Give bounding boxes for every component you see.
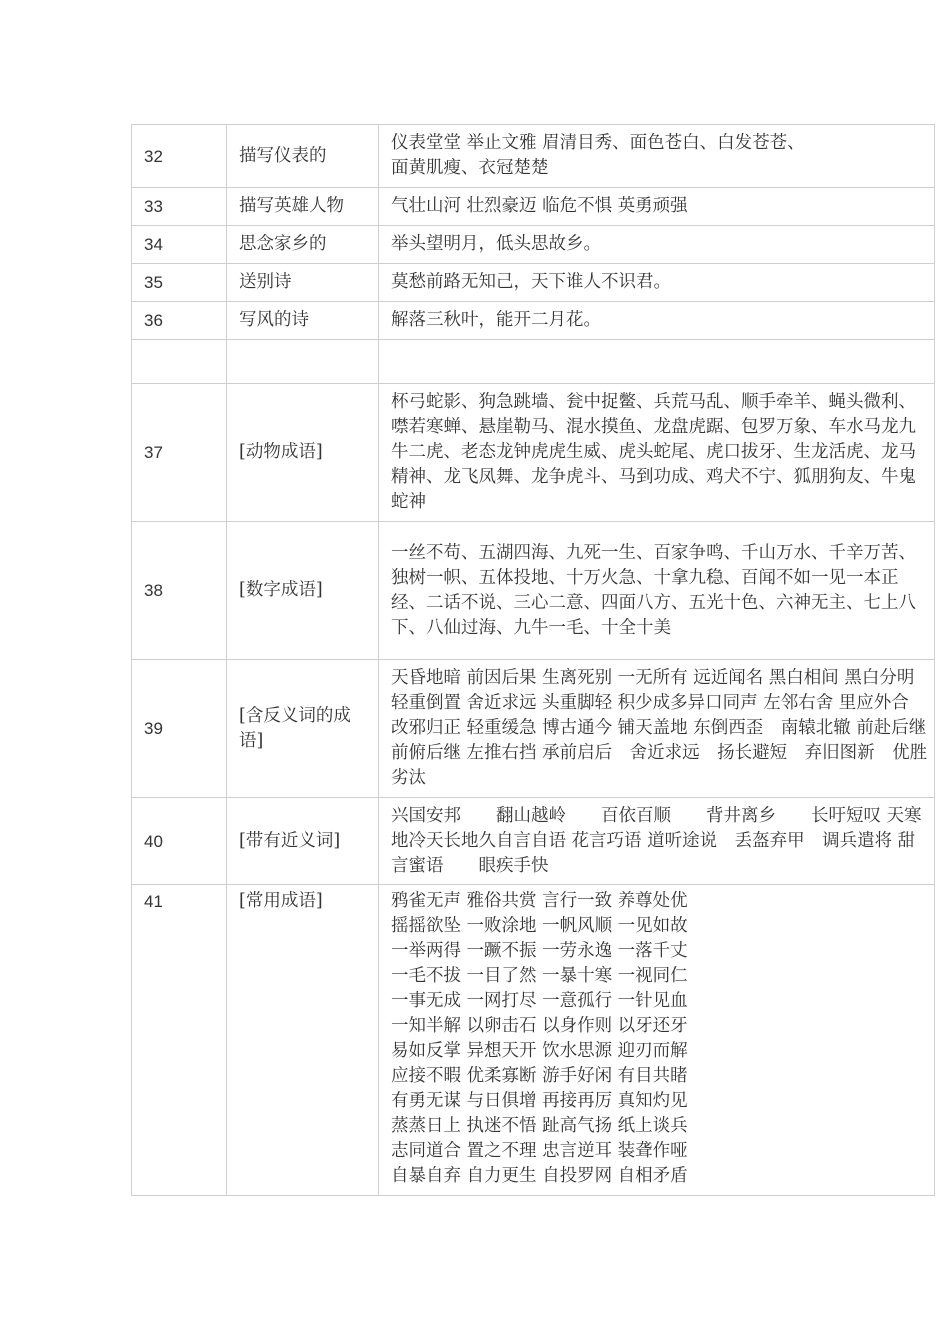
table-row [132, 384, 935, 522]
row-topic: [常用成语] [227, 885, 379, 1196]
row-topic: 描写英雄人物 [227, 188, 379, 226]
table-row [132, 226, 935, 264]
row-topic: 写风的诗 [227, 302, 379, 340]
table-row [132, 522, 935, 660]
row-number: 35 [132, 264, 227, 302]
table-row [132, 188, 935, 226]
row-content: 气壮山河 壮烈豪迈 临危不惧 英勇顽强 [379, 188, 935, 226]
table-row [132, 660, 935, 798]
idiom-table [131, 124, 935, 1196]
row-topic: [含反义词的成语] [227, 660, 379, 798]
row-number: 37 [132, 384, 227, 522]
row-topic: [动物成语] [227, 384, 379, 522]
empty-cell [379, 340, 935, 384]
empty-row [132, 340, 935, 384]
row-number: 34 [132, 226, 227, 264]
row-content: 鸦雀无声 雅俗共赏 言行一致 养尊处优 摇摇欲坠 一败涂地 一帆风顺 一见如故 一举两得 一蹶不振 一劳永逸 一落千丈 一毛不拔 一目了然 一暴十寒 一视同仁 一事无成 一网打尽 一意孤行 一针见血 一知半解 以卵击石 以身作则 以牙还牙 易如反掌 异想天开 饮水思源 迎刃而解 应接不暇 优柔寡断 游手好闲 有目共睹 有勇无谋 与日俱增 再接再厉 真知灼见 蒸蒸日上 执迷不悟 趾高气扬 纸上谈兵 志同道合 置之不理 忠言逆耳 装聋作哑 自暴自弃 自力更生 自投罗网 自相矛盾 [379, 885, 935, 1196]
table-row [132, 264, 935, 302]
row-content: 仪表堂堂 举止文雅 眉清目秀、面色苍白、白发苍苍、 面黄肌瘦、衣冠楚楚 [379, 125, 935, 188]
row-topic: 思念家乡的 [227, 226, 379, 264]
row-content: 杯弓蛇影、狗急跳墙、瓮中捉鳖、兵荒马乱、顺手牵羊、蝇头微利、噤若寒蝉、悬崖勒马、混水摸鱼、龙盘虎踞、包罗万象、车水马龙九牛二虎、老态龙钟虎虎生威、虎头蛇尾、虎口拔牙、生龙活虎、龙马精神、龙飞凤舞、龙争虎斗、马到功成、鸡犬不宁、狐朋狗友、牛鬼蛇神 [379, 384, 935, 522]
row-content: 解落三秋叶，能开二月花。 [379, 302, 935, 340]
empty-cell [132, 340, 227, 384]
row-topic: 送别诗 [227, 264, 379, 302]
row-number: 39 [132, 660, 227, 798]
row-content: 一丝不苟、五湖四海、九死一生、百家争鸣、千山万水、千辛万苦、独树一帜、五体投地、十万火急、十拿九稳、百闻不如一见一本正经、二话不说、三心二意、四面八方、五光十色、六神无主、七上八下、八仙过海、九牛一毛、十全十美 [379, 522, 935, 660]
table-row [132, 885, 935, 1196]
row-content: 兴国安邦 翻山越岭 百依百顺 背井离乡 长吁短叹 天寒地冷天长地久自言自语 花言巧语 道听途说 丢盔弃甲 调兵遣将 甜言蜜语 眼疾手快 [379, 798, 935, 885]
row-number: 41 [132, 885, 227, 1196]
row-number: 40 [132, 798, 227, 885]
row-number: 32 [132, 125, 227, 188]
row-content: 天昏地暗 前因后果 生离死别 一无所有 远近闻名 黑白相间 黑白分明 轻重倒置 舍近求远 头重脚轻 积少成多异口同声 左邻右舍 里应外合 改邪归正 轻重缓急 博古通今 铺天盖地 东倒西歪 南辕北辙 前赴后继 前俯后继 左推右挡 承前启后 舍近求远 扬长避短 弃旧图新 优胜劣汰 [379, 660, 935, 798]
row-content: 举头望明月，低头思故乡。 [379, 226, 935, 264]
row-topic: 描写仪表的 [227, 125, 379, 188]
row-topic: [数字成语] [227, 522, 379, 660]
table-row [132, 125, 935, 188]
row-topic: [带有近义词] [227, 798, 379, 885]
empty-cell [227, 340, 379, 384]
table-row [132, 302, 935, 340]
row-number: 33 [132, 188, 227, 226]
row-number: 38 [132, 522, 227, 660]
table-row [132, 798, 935, 885]
row-content: 莫愁前路无知己，天下谁人不识君。 [379, 264, 935, 302]
row-number: 36 [132, 302, 227, 340]
